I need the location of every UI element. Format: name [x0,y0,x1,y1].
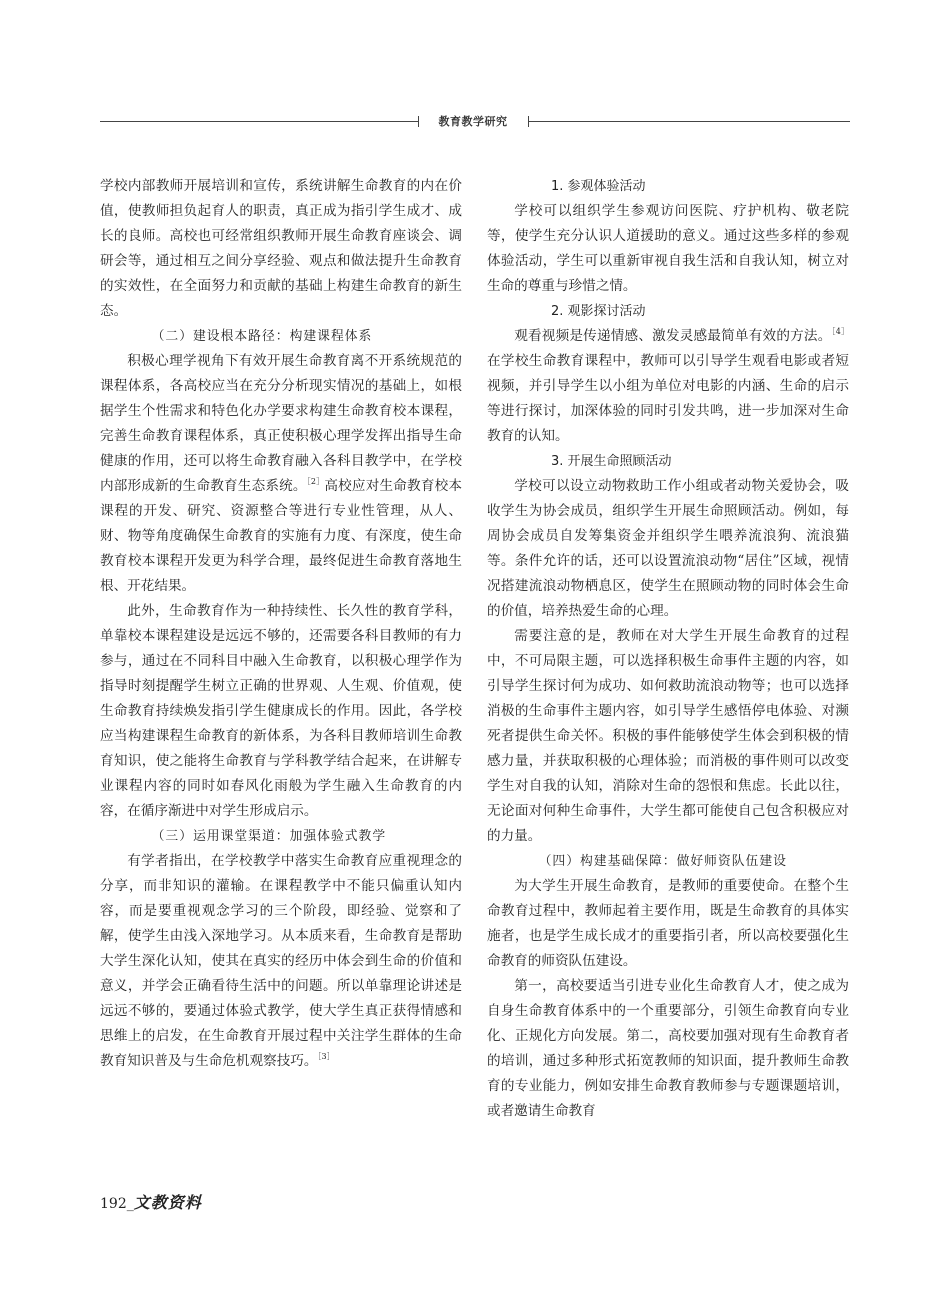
paragraph-text: 高校应对生命教育校本课程的开发、研究、资源整合等进行专业性管理，从人、财、物等角度确保生命教育的实施有力度、有深度，使生命教育校本课程开发更为科学合理，最终促进生命教育落地生根、开花结果。 [100,478,462,594]
section-heading-2: （二）建设根本路径：构建课程体系 [151,329,373,344]
paragraph-text: 有学者指出，在学校教学中落实生命教育应重视理念的分享，而非知识的灌输。在课程教学中不能只偏重认知内容，而是要重视观念学习的三个阶段，即经验、觉察和了解，使学生由浅入深地学习。从本质来看，生命教育是帮助大学生深化认知，使其在真实的经历中体会到生命的价值和意义，并学会正确看待生活中的问题。所以单靠理论讲述是远远不够的，要通过体验式教学，使大学生真正获得情感和思维上的启发，在生命教育开展过程中关注学生群体的生命教育知识普及与生命危机观察技巧。 [100,853,462,1069]
section-heading-3: （三）运用课堂渠道：加强体验式教学 [151,829,387,844]
list-heading-3: 3. 开展生命照顾活动 [551,454,672,469]
header-rule-left [100,121,418,122]
page-number: 192 [100,1196,127,1212]
paragraph-text: 观看视频是传递情感、激发灵感最简单有效的方法。 [514,328,832,344]
left-column [100,174,462,1074]
citation-3: ［3］ [317,1052,335,1061]
journal-name: 文教资料 [133,1193,202,1212]
header-rule-right [528,121,850,122]
running-header [100,110,850,132]
paragraph-animal-care: 学校可以设立动物救助工作小组或者动物关爱协会，吸收学生为协会成员，组织学生开展生命照顾活动。例如，每周协会成员自发筹集资金并组织学生喂养流浪狗、流浪猫等。条件允许的话，还可以设置流浪动物“居住”区域，视情况搭建流浪动物栖息区，使学生在照顾动物的同时体会生命的价值，培养热爱生命的心理。 [487,478,849,619]
footer-separator: _ [126,1196,134,1212]
paragraph-note: 需要注意的是，教师在对大学生开展生命教育的过程中，不可局限主题，可以选择积极生命事件主题的内容，如引导学生探讨何为成功、如何救助流浪动物等；也可以选择消极的生命事件主题内容，如引导学生感悟停电体验、对濒死者提供生命关怀。积极的事件能够使学生体会到积极的情感力量，并获取积极的心理体验；而消极的事件则可以改变学生对自我的认知，消除对生命的怨恨和焦虑。长此以往，无论面对何种生命事件，大学生都可能使自己包含积极应对的力量。 [487,628,849,844]
page-footer [100,1190,202,1213]
paragraph-experiential [100,849,462,1074]
paragraph-course-system [100,349,462,599]
paragraph-text: 在学校生命教育课程中，教师可以引导学生观看电影或者短视频，并引导学生以小组为单位对电影的内涵、生命的启示等进行探讨，加深体验的同时引发共鸣，进一步加深对生命教育的认知。 [487,353,849,444]
right-column [487,174,849,1124]
section-heading-4: （四）构建基础保障：做好师资队伍建设 [538,854,787,869]
paragraph-film [487,324,849,449]
paragraph-continued: 学校内部教师开展培训和宣传，系统讲解生命教育的内在价值，使教师担负起育人的职责，真正成为指引学生成才、成长的良师。高校也可经常组织教师开展生命教育座谈会、调研会等，通过相互之间分享经验、观点和做法提升生命教育的实效性，在全面努力和贡献的基础上构建生命教育的新生态。 [100,178,462,319]
citation-2: ［2］ [306,477,325,486]
header-section-title: 教育教学研究 [438,115,508,128]
citation-4: ［4］ [831,327,849,336]
list-heading-2: 2. 观影探讨活动 [551,304,646,319]
paragraph-visit: 学校可以组织学生参观访问医院、疗护机构、敬老院等，使学生充分认识人道援助的意义。通过这些多样的参观体验活动，学生可以重新审视自我生活和自我认知，树立对生命的尊重与珍惜之情。 [487,203,849,294]
paragraph-subject-integration: 此外，生命教育作为一种持续性、长久性的教育学科，单靠校本课程建设是远远不够的，还需要各科目教师的有力参与，通过在不同科目中融入生命教育，以积极心理学作为指导时刻提醒学生树立正确的世界观、人生观、价值观，使生命教育持续焕发指引学生健康成长的作用。因此，各学校应当构建课程生命教育的新体系，为各科目教师培训生命教育知识，使之能将生命教育与学科教学结合起来，在讲解专业课程内容的同时如春风化雨般为学生融入生命教育的内容，在循序渐进中对学生形成启示。 [100,603,462,819]
list-heading-1: 1. 参观体验活动 [551,179,646,194]
paragraph-text: 积极心理学视角下有效开展生命教育离不开系统规范的课程体系，各高校应当在充分分析现实情况的基础上，如根据学生个性需求和特色化办学要求构建生命教育校本课程，完善生命教育课程体系，真正使积极心理学发挥出指导生命健康的作用，还可以将生命教育融入各科目教学中，在学校内部形成新的生命教育生态系统。 [100,353,462,494]
paragraph-talent: 第一，高校要适当引进专业化生命教育人才，使之成为自身生命教育体系中的一个重要部分，引领生命教育向专业化、正规化方向发展。第二，高校要加强对现有生命教育者的培训，通过多种形式拓宽教师的知识面，提升教师生命教育的专业能力，例如安排生命教育教师参与专题课题培训，或者邀请生命教育 [487,978,849,1119]
paragraph-teachers: 为大学生开展生命教育，是教师的重要使命。在整个生命教育过程中，教师起着主要作用，既是生命教育的具体实施者，也是学生成长成才的重要指引者，所以高校要强化生命教育的师资队伍建设。 [487,878,849,969]
